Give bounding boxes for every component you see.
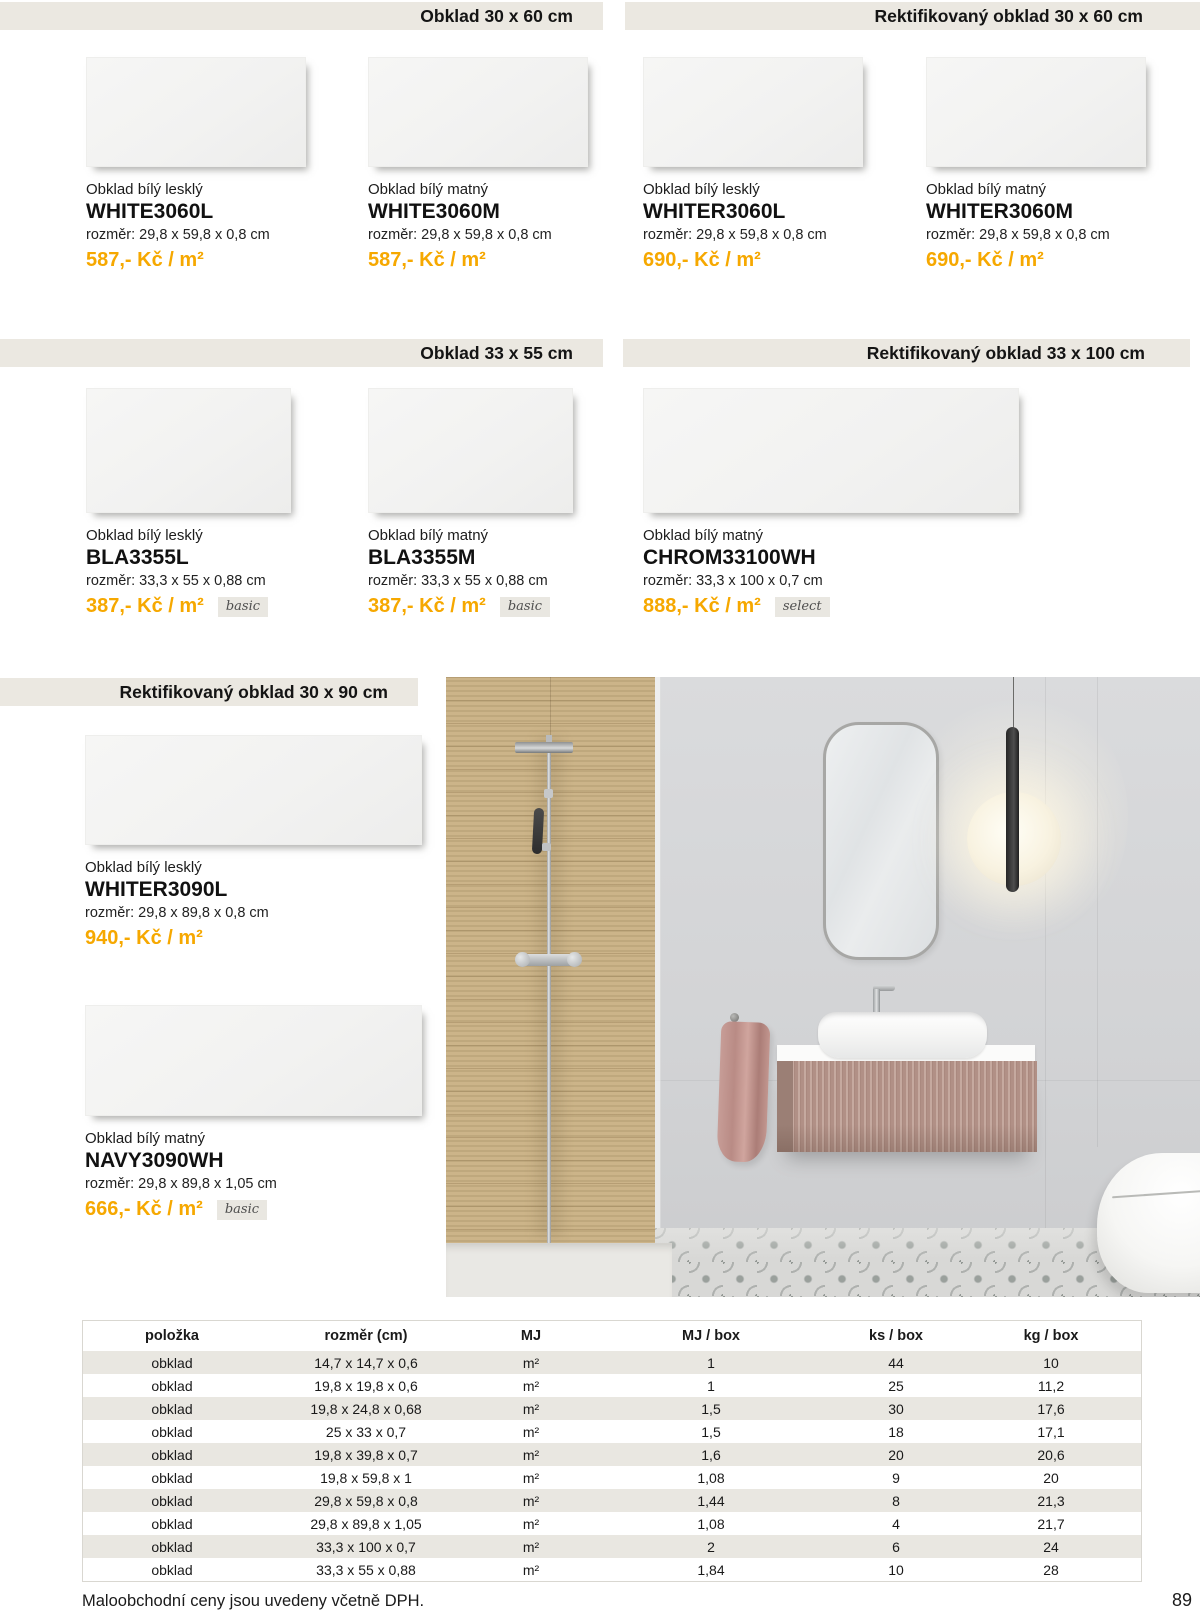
product-size: rozměr: 29,8 x 59,8 x 0,8 cm	[86, 227, 270, 243]
col-header-mj: MJ	[520, 1328, 542, 1344]
product-price: 666,- Kč / m²	[85, 1198, 203, 1220]
product-price: 690,- Kč / m²	[926, 249, 1044, 271]
col-header-rozmer: rozměr (cm)	[324, 1328, 408, 1344]
table-row: obklad 33,3 x 55 x 0,88 m² 1,84 10 28	[151, 1561, 1059, 1578]
bathroom-photo	[446, 677, 1200, 1297]
tile-swatch	[643, 57, 863, 167]
range-badge-basic: basic	[218, 597, 268, 617]
pendant-light-bar	[1006, 727, 1019, 892]
product-finish: Obklad bílý lesklý	[86, 527, 203, 544]
tile-swatch	[926, 57, 1146, 167]
hanging-towel	[717, 1021, 771, 1163]
rain-shower-head	[515, 742, 573, 753]
product-price: 387,- Kč / m²	[368, 595, 486, 617]
product-card	[643, 57, 863, 275]
product-finish: Obklad bílý matný	[368, 527, 489, 544]
product-code: BLA3355M	[368, 546, 476, 569]
product-code: WHITE3060L	[86, 200, 214, 223]
shower-riser-pipe	[547, 735, 551, 1243]
toilet	[1097, 1153, 1200, 1293]
section-band-obklad-33x55	[0, 339, 603, 367]
product-card	[368, 57, 588, 275]
table-row: obklad 19,8 x 24,8 x 0,68 m² 1,5 30 17,6	[83, 1397, 1141, 1420]
product-size: rozměr: 29,8 x 59,8 x 0,8 cm	[368, 227, 552, 243]
footer-note: Maloobchodní ceny jsou uvedeny včetně DPH.	[82, 1592, 425, 1610]
table-row: obklad 25 x 33 x 0,7 m² 1,5 18 17,1	[151, 1423, 1065, 1440]
wall-grout-line	[1097, 677, 1098, 1147]
page-number: 89	[1171, 1590, 1192, 1610]
product-card	[85, 735, 425, 953]
table-row: obklad 19,8 x 39,8 x 0,7 m² 1,6 20 20,6	[83, 1443, 1141, 1466]
section-band-obklad-30x60	[0, 2, 603, 30]
product-price: 940,- Kč / m²	[85, 927, 203, 949]
section-title: Obklad 33 x 55 cm	[420, 342, 573, 363]
product-size: rozměr: 33,3 x 55 x 0,88 cm	[86, 573, 266, 589]
product-card	[643, 388, 1023, 621]
table-row: obklad 33,3 x 100 x 0,7 m² 2 6 24	[83, 1535, 1141, 1558]
vanity-cabinet	[777, 1061, 1037, 1152]
product-code: WHITE3060M	[368, 200, 500, 223]
product-finish: Obklad bílý matný	[368, 181, 489, 198]
tile-swatch	[86, 388, 291, 513]
product-finish: Obklad bílý lesklý	[643, 181, 760, 198]
col-header-mj-box: MJ / box	[681, 1328, 740, 1344]
glass-panel-edge	[655, 677, 661, 1250]
product-card	[85, 1005, 425, 1224]
table-row: obklad 29,8 x 89,8 x 1,05 m² 1,08 4 21,7	[151, 1515, 1065, 1532]
section-band-rekt-obklad-30x60	[625, 2, 1200, 30]
product-code: WHITER3060M	[926, 200, 1074, 223]
pendant-cord	[1013, 677, 1014, 733]
section-title: Rektifikovaný obklad 30 x 90 cm	[119, 681, 388, 702]
tile-swatch	[368, 388, 573, 513]
tile-swatch	[86, 57, 306, 167]
product-finish: Obklad bílý matný	[926, 181, 1047, 198]
section-band-rekt-obklad-30x90	[0, 678, 418, 706]
product-code: CHROM33100WH	[643, 546, 816, 569]
product-code: BLA3355L	[86, 546, 189, 569]
wall-grout-line	[1045, 677, 1046, 1228]
section-title: Obklad 30 x 60 cm	[420, 5, 573, 26]
product-code: WHITER3060L	[643, 200, 786, 223]
shower-slider	[544, 789, 553, 798]
product-price: 387,- Kč / m²	[86, 595, 204, 617]
product-price: 587,- Kč / m²	[368, 249, 486, 271]
product-price: 587,- Kč / m²	[86, 249, 204, 271]
shower-tray	[446, 1243, 672, 1297]
product-size: rozměr: 29,8 x 59,8 x 0,8 cm	[926, 227, 1110, 243]
wall-mirror	[823, 722, 939, 960]
range-badge-select: select	[775, 597, 830, 617]
product-code: WHITER3090L	[85, 878, 228, 901]
product-size: rozměr: 29,8 x 89,8 x 0,8 cm	[85, 905, 269, 921]
product-price: 690,- Kč / m²	[643, 249, 761, 271]
product-card	[86, 57, 306, 275]
product-size: rozměr: 33,3 x 100 x 0,7 cm	[643, 573, 823, 589]
col-header-polozka: položka	[145, 1328, 199, 1344]
section-title: Rektifikovaný obklad 33 x 100 cm	[866, 342, 1145, 363]
packaging-table	[82, 1320, 1142, 1582]
product-finish: Obklad bílý matný	[643, 527, 764, 544]
product-size: rozměr: 29,8 x 59,8 x 0,8 cm	[643, 227, 827, 243]
tile-swatch	[368, 57, 588, 167]
hand-shower-bracket	[542, 843, 551, 851]
range-badge-basic: basic	[500, 597, 550, 617]
col-header-kg-box: kg / box	[1023, 1328, 1079, 1344]
tile-swatch	[643, 388, 1019, 513]
table-row: obklad 19,8 x 19,8 x 0,6 m² 1 25 11,2	[151, 1377, 1065, 1394]
col-header-ks-box: ks / box	[869, 1328, 923, 1344]
product-size: rozměr: 29,8 x 89,8 x 1,05 cm	[85, 1176, 277, 1192]
product-card	[368, 388, 608, 621]
table-row: obklad 19,8 x 59,8 x 1 m² 1,08 9 20	[151, 1469, 1059, 1486]
vessel-sink	[818, 1012, 987, 1058]
table-row: obklad 29,8 x 59,8 x 0,8 m² 1,44 8 21,3	[83, 1489, 1141, 1512]
range-badge-basic: basic	[217, 1200, 267, 1220]
product-finish: Obklad bílý matný	[85, 1130, 206, 1147]
product-card	[926, 57, 1146, 275]
product-finish: Obklad bílý lesklý	[86, 181, 203, 198]
section-band-rekt-obklad-33x100	[623, 339, 1190, 367]
product-code: NAVY3090WH	[85, 1149, 224, 1172]
product-price: 888,- Kč / m²	[643, 595, 761, 617]
shower-valve	[519, 954, 578, 966]
table-row: obklad 14,7 x 14,7 x 0,6 m² 1 44 10	[83, 1351, 1141, 1374]
product-finish: Obklad bílý lesklý	[85, 859, 202, 876]
table-header-row	[83, 1321, 1141, 1351]
tile-swatch	[85, 735, 422, 845]
tile-swatch	[85, 1005, 422, 1116]
product-size: rozměr: 33,3 x 55 x 0,88 cm	[368, 573, 548, 589]
product-card	[86, 388, 326, 621]
section-title: Rektifikovaný obklad 30 x 60 cm	[874, 5, 1143, 26]
